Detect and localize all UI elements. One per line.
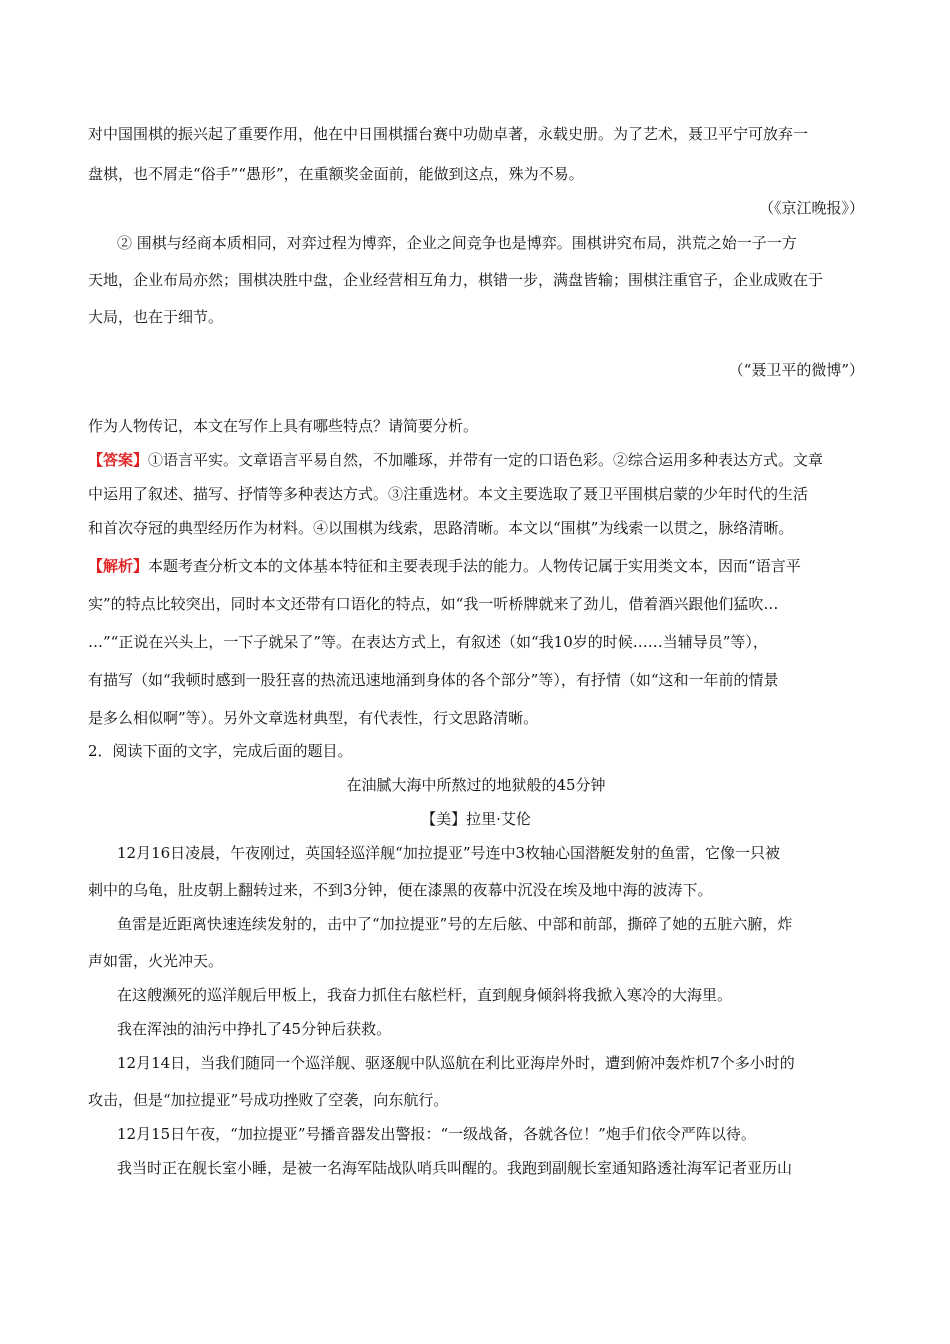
text-line: ② 围棋与经商本质相同，对弈过程为博弈，企业之间竞争也是博弈。围棋讲究布局，洪荒之始一子一方 xyxy=(117,234,797,252)
article-line: 攻击，但是“加拉提亚”号成功挫败了空袭，向东航行。 xyxy=(88,1091,449,1109)
article-title: 在油腻大海中所熬过的地狱般的45分钟 xyxy=(346,776,606,794)
answer-line: 和首次夺冠的典型经历作为材料。④以围棋为线索，思路清晰。本文以“围棋”为线索一以贯之，脉络清晰。 xyxy=(88,519,794,537)
question-text: 作为人物传记，本文在写作上具有哪些特点？请简要分析。 xyxy=(88,417,479,435)
analysis-line: 实”的特点比较突出，同时本文还带有口语化的特点，如“我一听桥牌就来了劲儿，借着酒兴跟他们猛吹… xyxy=(88,595,779,613)
article-line: 声如雷，火光冲天。 xyxy=(88,952,224,970)
answer-line xyxy=(88,450,864,470)
analysis-text: 本题考查分析文本的文体基本特征和主要表现手法的能力。人物传记属于实用类文本，因而“语言平 xyxy=(148,557,801,575)
answer-text: ①语言平实。文章语言平易自然，不加雕琢，并带有一定的口语色彩。②综合运用多种表达方式。文章 xyxy=(148,451,824,469)
analysis-line: …”“正说在兴头上，一下子就呆了”等。在表达方式上，有叙述（如“我10岁的时候……当辅导员”等）， xyxy=(88,633,768,651)
article-line: 我当时正在舰长室小睡，是被一名海军陆战队哨兵叫醒的。我跑到副舰长室通知路透社海军记者亚历山 xyxy=(117,1159,793,1177)
question-number: 2．阅读下面的文字，完成后面的题目。 xyxy=(88,742,353,760)
answer-tag: 【答案】 xyxy=(88,451,149,469)
analysis-line xyxy=(88,556,864,576)
answer-line: 中运用了叙述、描写、抒情等多种表达方式。③注重选材。本文主要选取了聂卫平围棋启蒙的少年时代的生活 xyxy=(88,485,809,503)
article-line: 12月16日凌晨，午夜刚过，英国轻巡洋舰“加拉提亚”号连中3枚轴心国潜艇发射的鱼雷，它像一只被 xyxy=(117,844,781,862)
analysis-tag: 【解析】 xyxy=(88,557,149,575)
article-line: 12月15日午夜，“加拉提亚”号播音器发出警报：“一级战备，各就各位！”炮手们依令严阵以待。 xyxy=(117,1125,756,1143)
text-line: 对中国围棋的振兴起了重要作用，他在中日围棋擂台赛中功勋卓著，永载史册。为了艺术，聂卫平宁可放弃一 xyxy=(88,125,809,143)
article-line: 12月14日，当我们随同一个巡洋舰、驱逐舰中队巡航在利比亚海岸外时，遭到俯冲轰炸机7个多小时的 xyxy=(117,1054,795,1072)
article-line: 在这艘濒死的巡洋舰后甲板上，我奋力抓住右舷栏杆，直到舰身倾斜将我掀入寒冷的大海里。 xyxy=(117,986,733,1004)
text-line: 盘棋，也不屑走“俗手”“愚形”，在重额奖金面前，能做到这点，殊为不易。 xyxy=(88,165,584,183)
article-line: 我在浑浊的油污中挣扎了45分钟后获救。 xyxy=(117,1020,392,1038)
text-line: 天地，企业布局亦然；围棋决胜中盘，企业经营相互角力，棋错一步，满盘皆输；围棋注重官子，企业成败在于 xyxy=(88,271,824,289)
source-citation: （《京江晚报》） xyxy=(758,199,864,217)
source-citation: （“聂卫平的微博”） xyxy=(728,361,864,379)
analysis-line: 是多么相似啊”等）。另外文章选材典型，有代表性，行文思路清晰。 xyxy=(88,709,539,727)
analysis-line: 有描写（如“我顿时感到一股狂喜的热流迅速地涌到身体的各个部分”等），有抒情（如“这和一年前的情景 xyxy=(88,671,779,689)
article-line: 刺中的乌龟，肚皮朝上翻转过来，不到3分钟，便在漆黑的夜幕中沉没在埃及地中海的波涛下。 xyxy=(88,881,713,899)
article-author: 【美】拉里·艾伦 xyxy=(421,810,531,828)
article-line: 鱼雷是近距离快速连续发射的，击中了“加拉提亚”号的左后舷、中部和前部，撕碎了她的五脏六腑，炸 xyxy=(117,915,793,933)
text-line: 大局，也在于细节。 xyxy=(88,308,224,326)
